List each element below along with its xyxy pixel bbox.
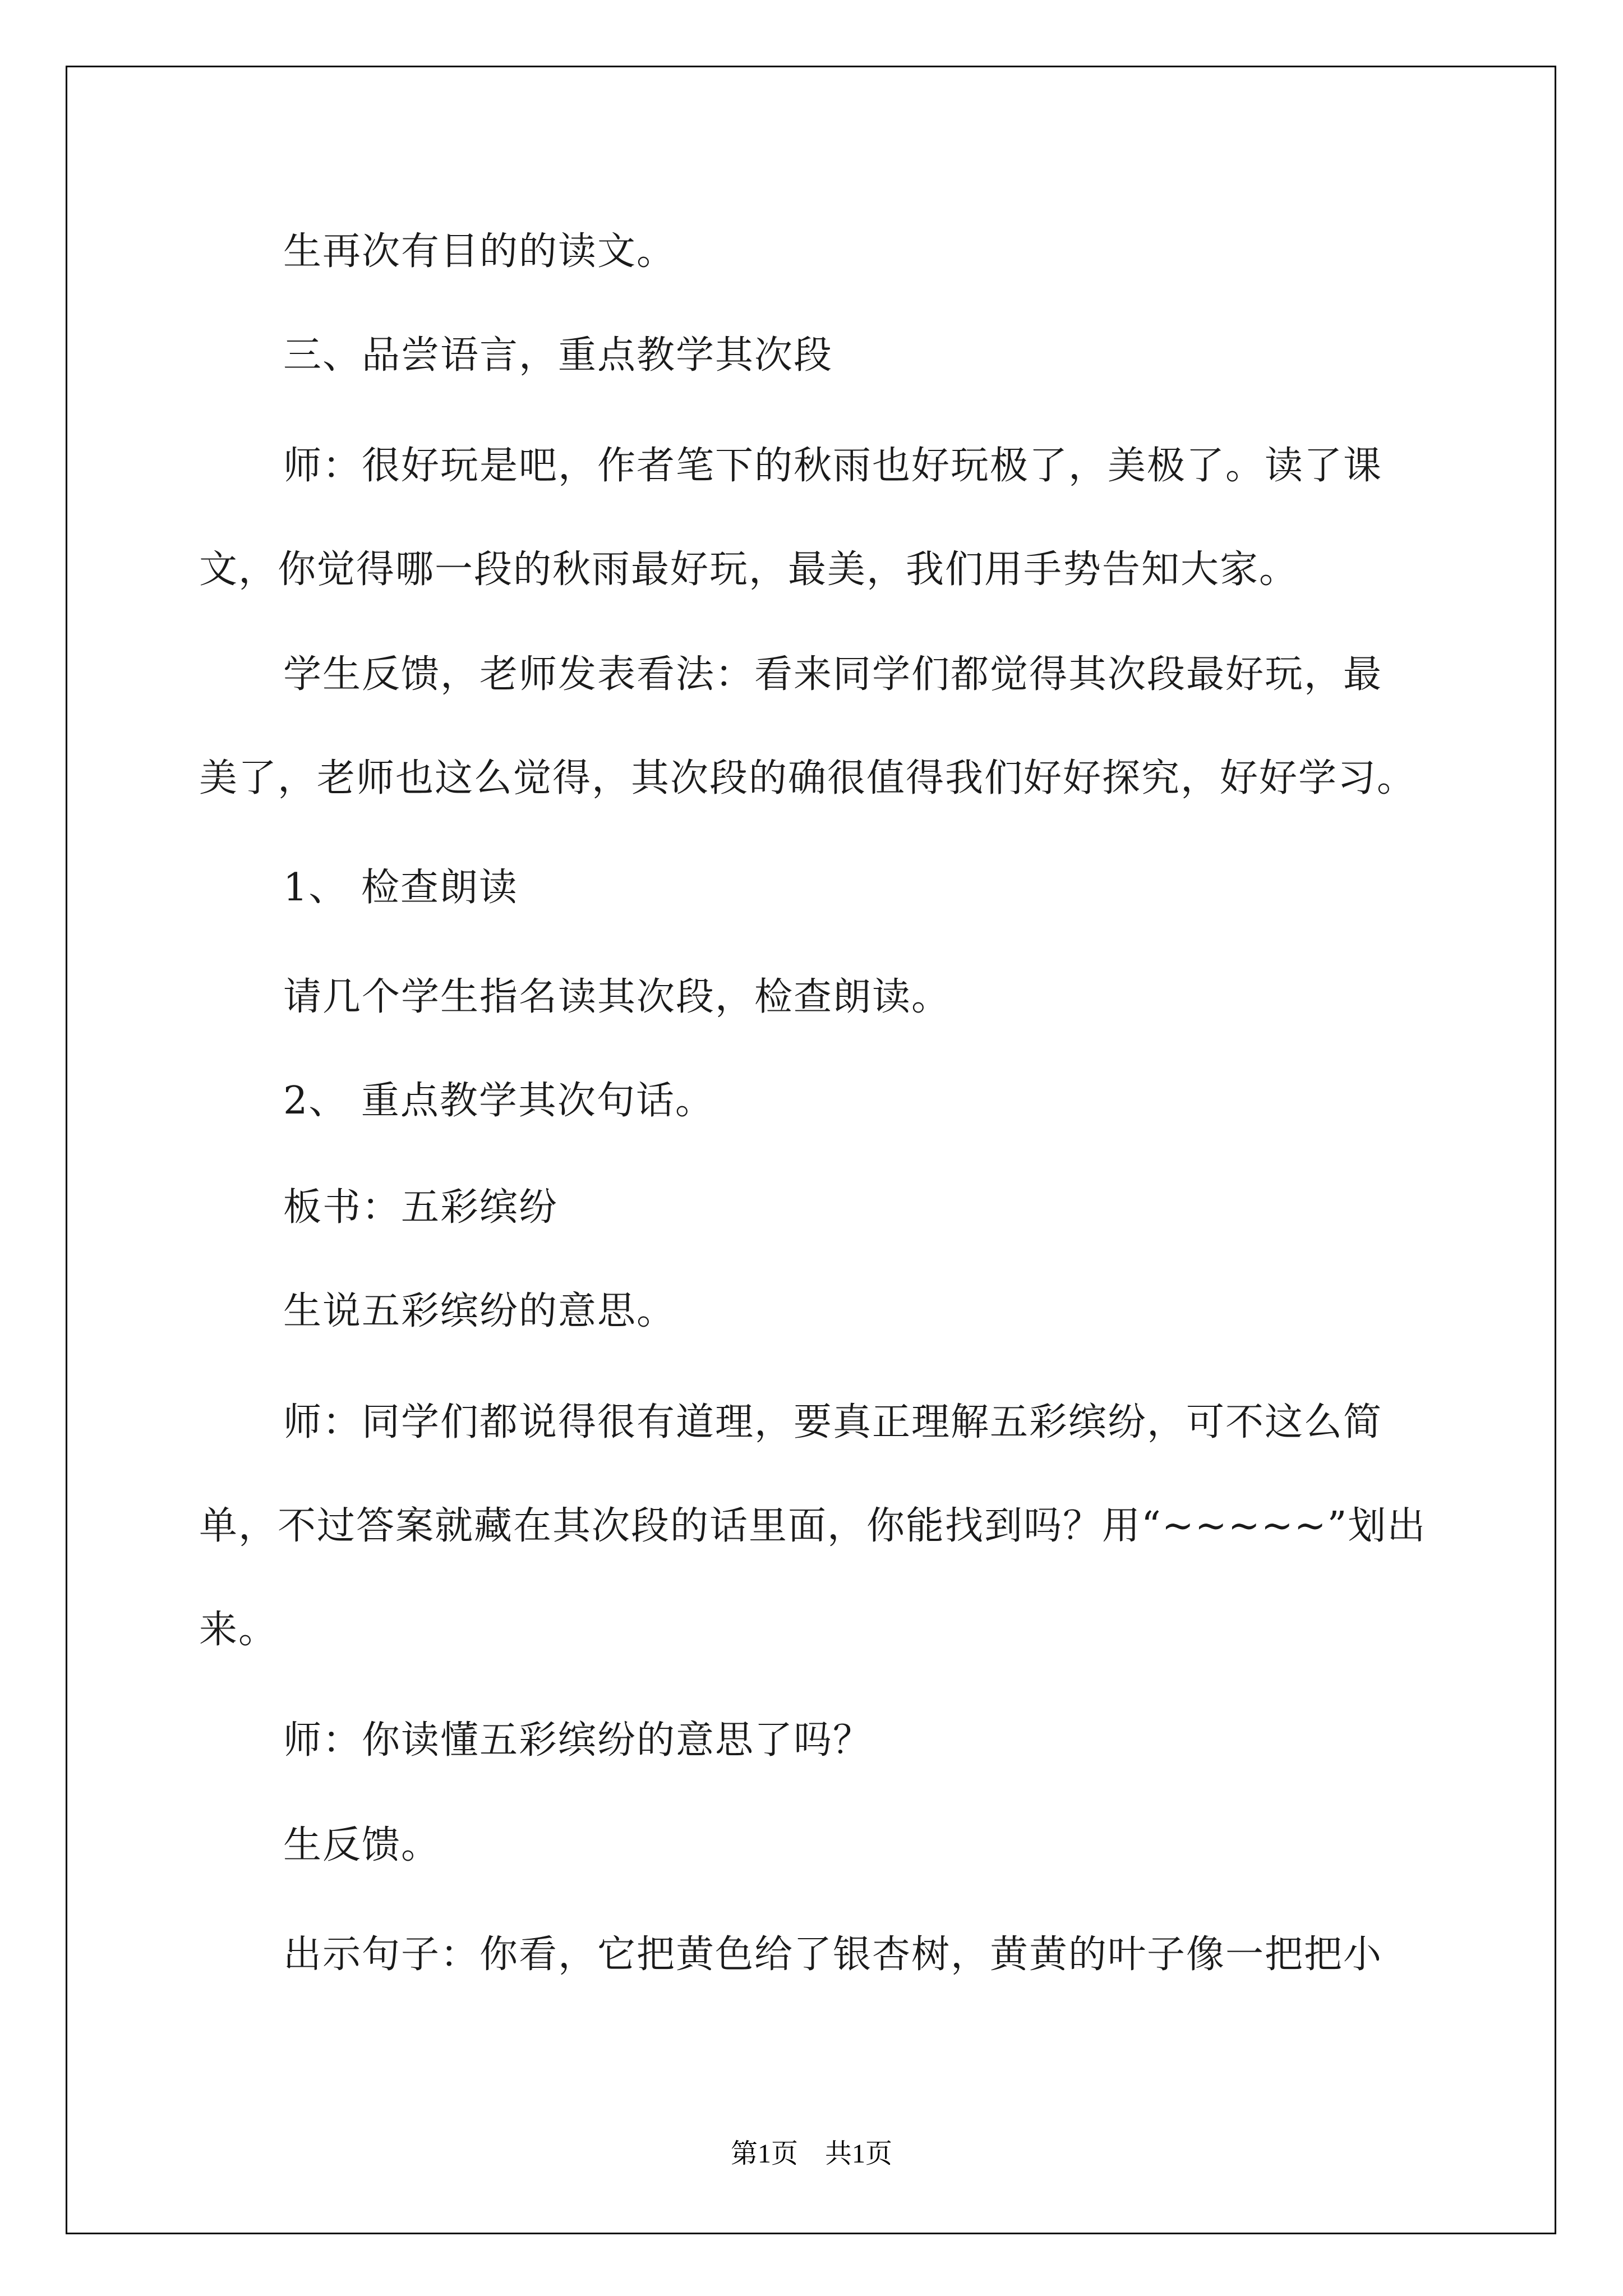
section-heading: 三、品尝语言，重点教学其次段 (283, 333, 833, 378)
paragraph: 师：你读懂五彩缤纷的意思了吗？ (283, 1718, 873, 1763)
paragraph: 师：很好玩是吧，作者笔下的秋雨也好玩极了，美极了。读了课 (283, 444, 1383, 488)
paragraph-continuation: 文，你觉得哪一段的秋雨最好玩，最美，我们用手势告知大家。 (199, 547, 1299, 592)
paragraph: 生反馈。 (283, 1823, 441, 1867)
paragraph-continuation: 美了，老师也这么觉得，其次段的确很值得我们好好探究，好好学习。 (199, 756, 1417, 800)
paragraph: 出示句子：你看，它把黄色给了银杏树，黄黄的叶子像一把把小 (283, 1932, 1383, 1977)
list-item: 1、 检查朗读 (283, 866, 518, 910)
page-footer: 第1页 共1页 (730, 2139, 892, 2169)
paragraph-continuation: 单，不过答案就藏在其次段的话里面，你能找到吗？用“~~~~~”划出 (199, 1504, 1427, 1548)
paragraph: 请几个学生指名读其次段，检查朗读。 (283, 975, 951, 1019)
paragraph: 学生反馈，老师发表看法：看来同学们都觉得其次段最好玩，最 (283, 652, 1383, 697)
paragraph-continuation: 来。 (199, 1608, 278, 1652)
paragraph: 板书：五彩缤纷 (283, 1185, 559, 1230)
paragraph: 师：同学们都说得很有道理，要真正理解五彩缤纷，可不这么简 (283, 1400, 1383, 1444)
paragraph: 生说五彩缤纷的意思。 (283, 1289, 676, 1333)
list-item: 2、 重点教学其次句话。 (283, 1079, 714, 1123)
paragraph: 生再次有目的的读文。 (283, 229, 676, 274)
